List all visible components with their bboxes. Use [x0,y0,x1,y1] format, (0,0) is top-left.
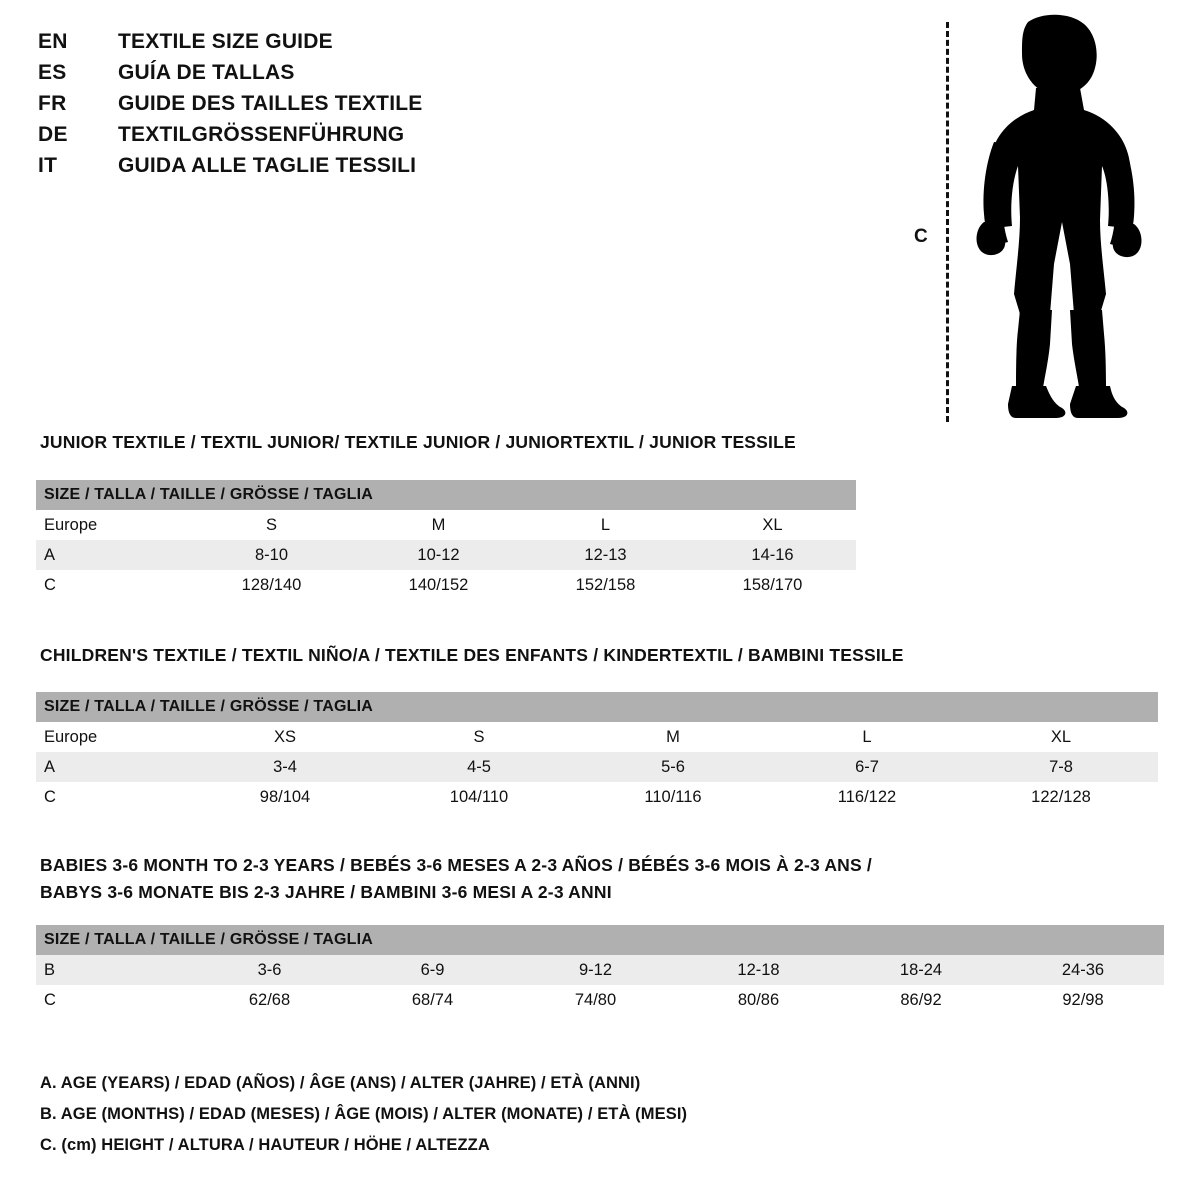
row-label: Europe [36,510,188,540]
legend-item-age-months: B. AGE (MONTHS) / EDAD (MESES) / ÂGE (MOIS) / ALTER (MONATE) / ETÀ (MESI) [40,1105,688,1123]
table-row [36,955,1164,985]
table-row [36,782,1158,812]
language-title: GUÍA DE TALLAS [118,61,295,84]
cell: 12-18 [677,955,840,985]
cell: 104/110 [382,782,576,812]
cell: XL [689,510,856,540]
cell: 3-4 [188,752,382,782]
cell: 24-36 [1002,955,1164,985]
height-figure [900,8,1170,428]
row-label: A [36,752,188,782]
cell: 7-8 [964,752,1158,782]
cell: M [576,722,770,752]
language-row [38,154,598,185]
table-row [36,985,1164,1015]
cell: 14-16 [689,540,856,570]
row-label: A [36,540,188,570]
section-title-junior: JUNIOR TEXTILE / TEXTIL JUNIOR/ TEXTILE JUNIOR / JUNIORTEXTIL / JUNIOR TESSILE [40,432,796,452]
height-measure-line [946,22,949,422]
language-code: ES [38,61,67,84]
junior-size-table [36,480,856,600]
cell: 4-5 [382,752,576,782]
cell: 18-24 [840,955,1002,985]
language-row [38,61,598,92]
cell: 9-12 [514,955,677,985]
cell: 152/158 [522,570,689,600]
row-label: Europe [36,722,188,752]
cell: 62/68 [188,985,351,1015]
row-label: C [36,570,188,600]
cell: 98/104 [188,782,382,812]
language-title: GUIDE DES TAILLES TEXTILE [118,92,423,115]
legend-item-age-years: A. AGE (YEARS) / EDAD (AÑOS) / ÂGE (ANS) / ALTER (JAHRE) / ETÀ (ANNI) [40,1074,641,1092]
cell: 3-6 [188,955,351,985]
cell: 140/152 [355,570,522,600]
junior-band-label: SIZE / TALLA / TAILLE / GRÖSSE / TAGLIA [36,480,856,510]
table-row [36,570,856,600]
language-code: EN [38,30,68,53]
row-label: B [36,955,188,985]
table-row [36,510,856,540]
legend-block [40,1068,940,1161]
cell: XS [188,722,382,752]
cell: 86/92 [840,985,1002,1015]
language-title-block [38,30,598,185]
cell: S [382,722,576,752]
cell: L [770,722,964,752]
cell: 128/140 [188,570,355,600]
height-measure-label: C [914,226,928,247]
table-row [36,752,1158,782]
cell: XL [964,722,1158,752]
language-code: IT [38,154,58,177]
row-label: C [36,782,188,812]
section-title-babies [40,855,872,903]
cell: 68/74 [351,985,514,1015]
cell: 110/116 [576,782,770,812]
table-row [36,722,1158,752]
language-row [38,92,598,123]
cell: 6-9 [351,955,514,985]
babies-band-label: SIZE / TALLA / TAILLE / GRÖSSE / TAGLIA [36,925,1164,955]
table-band-row [36,692,1158,722]
cell: 116/122 [770,782,964,812]
language-row [38,30,598,61]
cell: L [522,510,689,540]
section-title-babies-line2: BABYS 3-6 MONATE BIS 2-3 JAHRE / BAMBINI 3-6 MESI A 2-3 ANNI [40,882,612,902]
table-band-row [36,480,856,510]
cell: 10-12 [355,540,522,570]
row-label: C [36,985,188,1015]
section-title-children: CHILDREN'S TEXTILE / TEXTIL NIÑO/A / TEXTILE DES ENFANTS / KINDERTEXTIL / BAMBINI TESSILE [40,645,904,665]
child-silhouette-icon [958,14,1158,424]
language-code: DE [38,123,68,146]
babies-size-table [36,925,1164,1015]
legend-item-height: C. (cm) HEIGHT / ALTURA / HAUTEUR / HÖHE / ALTEZZA [40,1136,490,1154]
table-row [36,540,856,570]
cell: 12-13 [522,540,689,570]
table-band-row [36,925,1164,955]
cell: 80/86 [677,985,840,1015]
language-title: TEXTILE SIZE GUIDE [118,30,333,53]
cell: 74/80 [514,985,677,1015]
cell: 5-6 [576,752,770,782]
cell: 122/128 [964,782,1158,812]
cell: S [188,510,355,540]
children-size-table [36,692,1158,812]
language-row [38,123,598,154]
language-title: TEXTILGRÖSSENFÜHRUNG [118,123,405,146]
section-title-babies-line1: BABIES 3-6 MONTH TO 2-3 YEARS / BEBÉS 3-6 MESES A 2-3 AÑOS / BÉBÉS 3-6 MOIS À 2-3 ANS / [40,855,872,875]
language-code: FR [38,92,67,115]
cell: 158/170 [689,570,856,600]
cell: 6-7 [770,752,964,782]
language-title: GUIDA ALLE TAGLIE TESSILI [118,154,417,177]
children-band-label: SIZE / TALLA / TAILLE / GRÖSSE / TAGLIA [36,692,1158,722]
cell: M [355,510,522,540]
cell: 92/98 [1002,985,1164,1015]
cell: 8-10 [188,540,355,570]
